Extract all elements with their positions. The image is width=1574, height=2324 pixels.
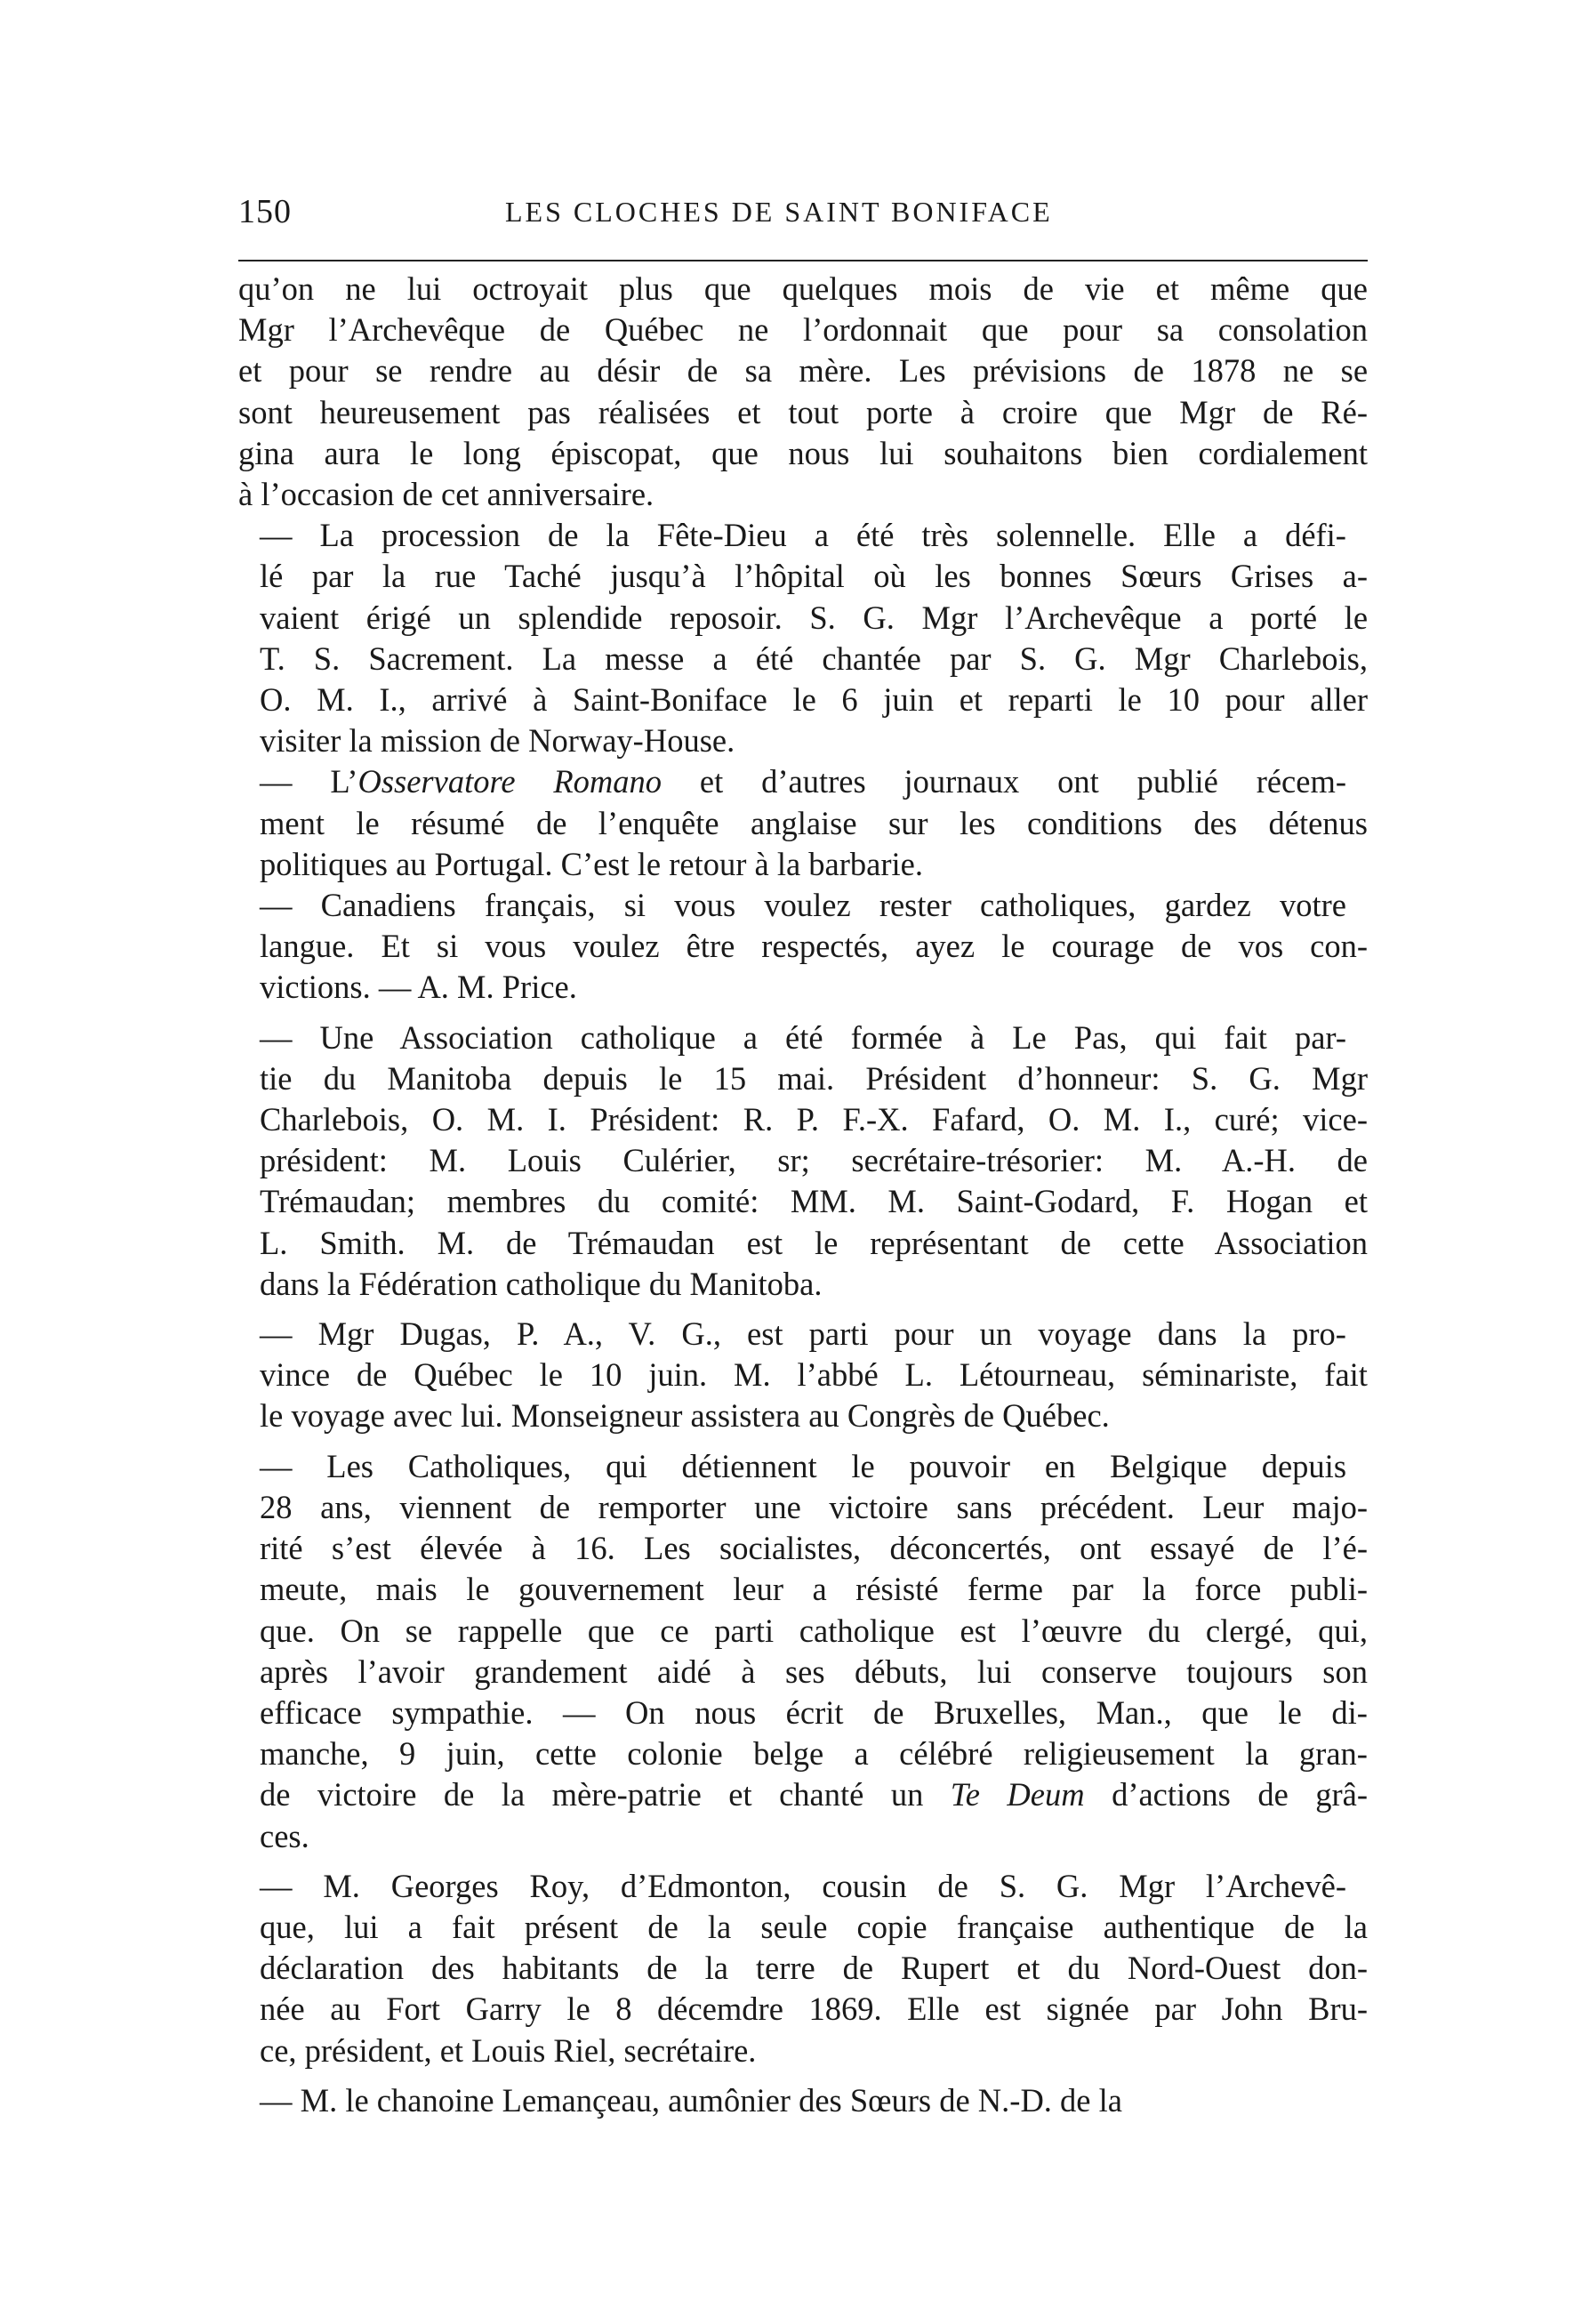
text-line: après l’avoir grandement aidé à ses débuts, lui conserve toujours son xyxy=(260,1653,1368,1690)
text-line: née au Fort Garry le 8 décemdre 1869. Elle est signée par John Bru- xyxy=(260,1990,1369,2028)
paragraph xyxy=(238,1017,1368,1305)
running-title: LES CLOCHES DE SAINT BONIFACE xyxy=(505,196,1053,228)
text-line: dans la Fédération catholique du Manitoba. xyxy=(260,1265,823,1302)
text-line: efficace sympathie. — On nous écrit de Bruxelles, Man., que le di- xyxy=(260,1693,1368,1731)
text-line: meute, mais le gouvernement leur a résisté ferme par la force publi- xyxy=(260,1571,1368,1608)
text-line: ces. xyxy=(260,1817,309,1854)
text-line: et pour se rendre au désir de sa mère. Les prévisions de 1878 ne se xyxy=(238,352,1369,390)
text-line: gina aura le long épiscopat, que nous lui souhaitons bien cordialement xyxy=(238,434,1368,471)
text-line: vaient érigé un splendide reposoir. S. G. Mgr l’Archevêque a porté le xyxy=(260,599,1369,636)
paragraph xyxy=(238,515,1368,761)
text-line: victions. — A. M. Price. xyxy=(260,969,577,1006)
paragraph xyxy=(238,1446,1368,1857)
text-line: que, lui a fait présent de la seule copie française authentique de la xyxy=(260,1908,1368,1945)
paragraph xyxy=(238,2080,1368,2121)
text-line: Mgr l’Archevêque de Québec ne l’ordonnait que pour sa consolation xyxy=(238,311,1369,349)
text-line: rité s’est élevée à 16. Les socialistes, déconcertés, ont essayé de l’é- xyxy=(260,1530,1369,1567)
text-line: langue. Et si vous voulez être respectés, ayez le courage de vos con- xyxy=(260,928,1369,965)
text-line: — Une Association catholique a été formée à Le Pas, qui fait par- xyxy=(260,1018,1347,1056)
text-line: à l’occasion de cet anniversaire. xyxy=(238,476,654,513)
text-line: qu’on ne lui octroyait plus que quelques mois de vie et même que xyxy=(238,270,1368,307)
text-line: ce, président, et Louis Riel, secrétaire. xyxy=(260,2031,757,2069)
text-line: T. S. Sacrement. La messe a été chantée par S. G. Mgr Charlebois, xyxy=(260,639,1368,677)
text-line: O. M. I., arrivé à Saint-Boniface le 6 juin et reparti le 10 pour aller xyxy=(260,681,1368,719)
text-line: déclaration des habitants de la terre de Rupert et du Nord-Ouest don- xyxy=(260,1950,1369,1987)
text-line: Trémaudan; membres du comité: MM. M. Saint-Godard, F. Hogan et xyxy=(260,1183,1368,1220)
text-line: — Canadiens français, si vous voulez rester catholiques, gardez votre xyxy=(260,887,1347,924)
text-line: politiques au Portugal. C’est le retour à la barbarie. xyxy=(260,845,923,882)
text-line: — M. Georges Roy, d’Edmonton, cousin de S. G. Mgr l’Archevê- xyxy=(260,1867,1346,1904)
text-line: visiter la mission de Norway-House. xyxy=(260,722,735,760)
text-line: de victoire de la mère-patrie et chanté un Te Deum d’actions de grâ- xyxy=(260,1776,1369,1813)
paragraph xyxy=(238,1866,1368,2071)
text-line: vince de Québec le 10 juin. M. l’abbé L. Létourneau, séminariste, fait xyxy=(260,1356,1368,1394)
text-line: 28 ans, viennent de remporter une victoire sans précédent. Leur majo- xyxy=(260,1488,1369,1525)
text-line: le voyage avec lui. Monseigneur assistera au Congrès de Québec. xyxy=(260,1397,1110,1435)
text-line: lé par la rue Taché jusqu’à l’hôpital où les bonnes Sœurs Grises a- xyxy=(260,558,1368,595)
text-line: Charlebois, O. M. I. Président: R. P. F.-X. Fafard, O. M. I., curé; vice- xyxy=(260,1101,1368,1138)
text-line: sont heureusement pas réalisées et tout porte à croire que Mgr de Ré- xyxy=(238,393,1368,430)
text-line: que. On se rappelle que ce parti catholique est l’œuvre du clergé, qui, xyxy=(260,1612,1368,1649)
header-rule xyxy=(238,260,1368,261)
text-line: tie du Manitoba depuis le 15 mai. Président d’honneur: S. G. Mgr xyxy=(260,1059,1368,1097)
body-text xyxy=(238,269,1368,2121)
paragraph xyxy=(238,269,1368,515)
page-header xyxy=(238,185,1368,238)
paragraph xyxy=(238,761,1368,885)
text-line: — La procession de la Fête-Dieu a été très solennelle. Elle a défi- xyxy=(260,517,1346,554)
text-line: ment le résumé de l’enquête anglaise sur les conditions des détenus xyxy=(260,804,1368,841)
paragraph xyxy=(238,885,1368,1009)
text-line: — M. le chanoine Lemançeau, aumônier des Sœurs de N.-D. de la xyxy=(260,2081,1122,2119)
text-line: — Les Catholiques, qui détiennent le pouvoir en Belgique depuis xyxy=(260,1447,1347,1484)
text-line: L. Smith. M. de Trémaudan est le représentant de cette Association xyxy=(260,1224,1368,1261)
text-line: président: M. Louis Culérier, sr; secrétaire-trésorier: M. A.-H. de xyxy=(260,1142,1368,1179)
page-number: 150 xyxy=(238,193,292,230)
text-line: manche, 9 juin, cette colonie belge a célébré religieusement la gran- xyxy=(260,1735,1368,1773)
text-line: — L’Osservatore Romano et d’autres journaux ont publié récem- xyxy=(260,763,1346,800)
paragraph xyxy=(238,1314,1368,1437)
text-line: — Mgr Dugas, P. A., V. G., est parti pour un voyage dans la pro- xyxy=(260,1315,1346,1353)
